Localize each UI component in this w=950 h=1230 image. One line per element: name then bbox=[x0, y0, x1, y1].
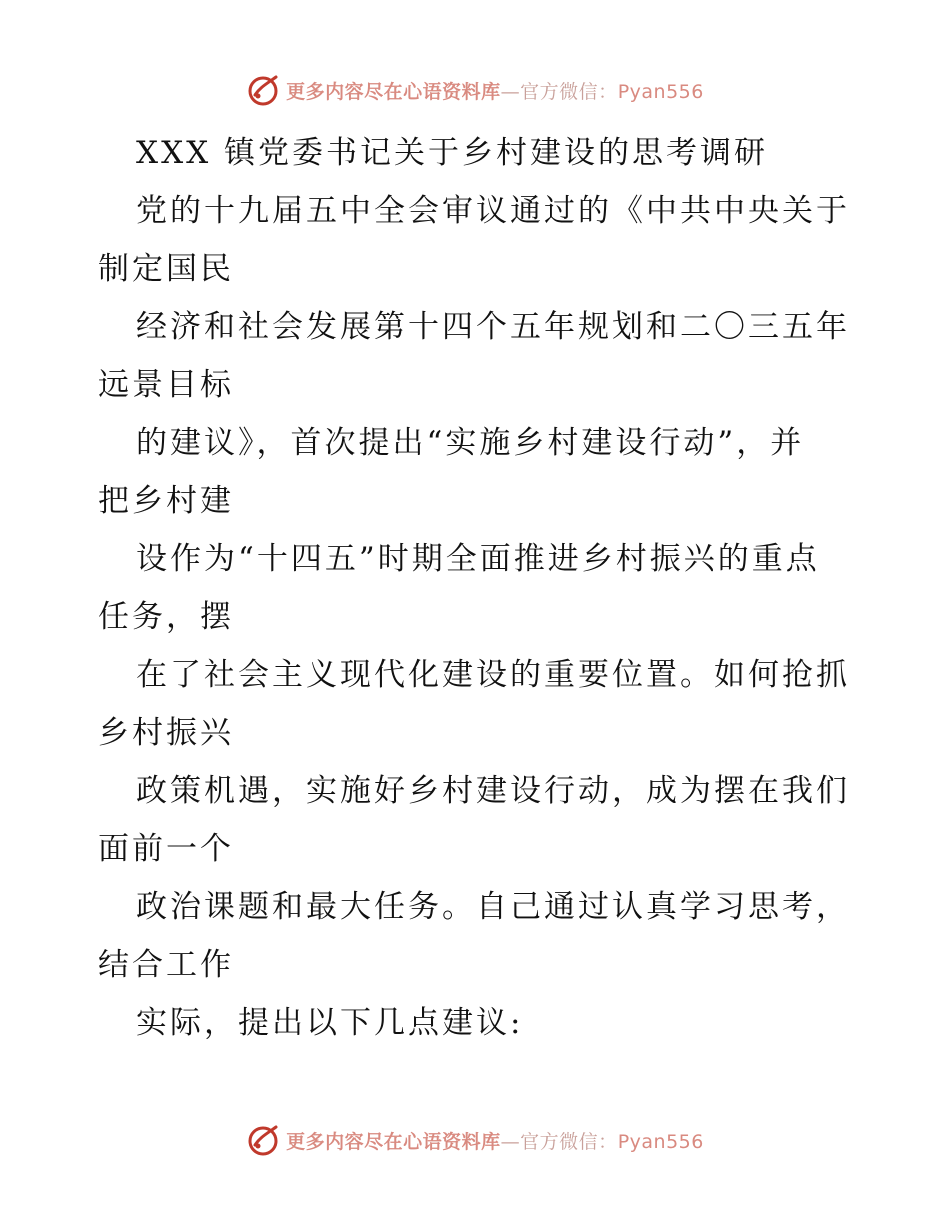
body-line: 面前一个 bbox=[98, 831, 234, 867]
brand-logo-icon bbox=[246, 73, 280, 107]
body-line: 党的十九届五中全会审议通过的《中共中央关于 bbox=[136, 193, 850, 229]
body-line: 设作为“十四五”时期全面推进乡村振兴的重点 bbox=[136, 541, 820, 577]
watermark-brand: 更多内容尽在心语资料库 bbox=[286, 1130, 501, 1153]
body-line: 乡村振兴 bbox=[98, 715, 234, 751]
body-line: 政策机遇，实施好乡村建设行动，成为摆在我们 bbox=[136, 773, 850, 809]
watermark-wechat-id: Pyan556 bbox=[617, 80, 704, 103]
document-body bbox=[98, 124, 858, 1052]
watermark-text bbox=[286, 1127, 704, 1154]
watermark-separator: — bbox=[500, 80, 521, 103]
footer-watermark bbox=[0, 1120, 950, 1160]
body-line: 的建议》，首次提出“实施乡村建设行动”，并 bbox=[136, 425, 805, 461]
body-line: 远景目标 bbox=[98, 367, 234, 403]
body-line: 政治课题和最大任务。自己通过认真学习思考， bbox=[136, 889, 850, 925]
document-title: XXX 镇党委书记关于乡村建设的思考调研 bbox=[136, 135, 769, 171]
body-line: 在了社会主义现代化建设的重要位置。如何抢抓 bbox=[136, 657, 850, 693]
header-watermark bbox=[0, 70, 950, 110]
watermark-wechat-id: Pyan556 bbox=[617, 1130, 704, 1153]
watermark-text bbox=[286, 77, 704, 104]
body-line: 把乡村建 bbox=[98, 483, 234, 519]
body-line: 制定国民 bbox=[98, 251, 234, 287]
body-line: 实际，提出以下几点建议: bbox=[136, 1005, 524, 1041]
watermark-separator: — bbox=[500, 1130, 521, 1153]
brand-logo-icon bbox=[246, 1123, 280, 1157]
body-line: 任务，摆 bbox=[98, 599, 234, 635]
watermark-wechat-label: 官方微信： bbox=[520, 1130, 618, 1153]
body-line: 结合工作 bbox=[98, 947, 234, 983]
watermark-brand: 更多内容尽在心语资料库 bbox=[286, 80, 501, 103]
body-line: 经济和社会发展第十四个五年规划和二〇三五年 bbox=[136, 309, 850, 345]
watermark-wechat-label: 官方微信： bbox=[520, 80, 618, 103]
